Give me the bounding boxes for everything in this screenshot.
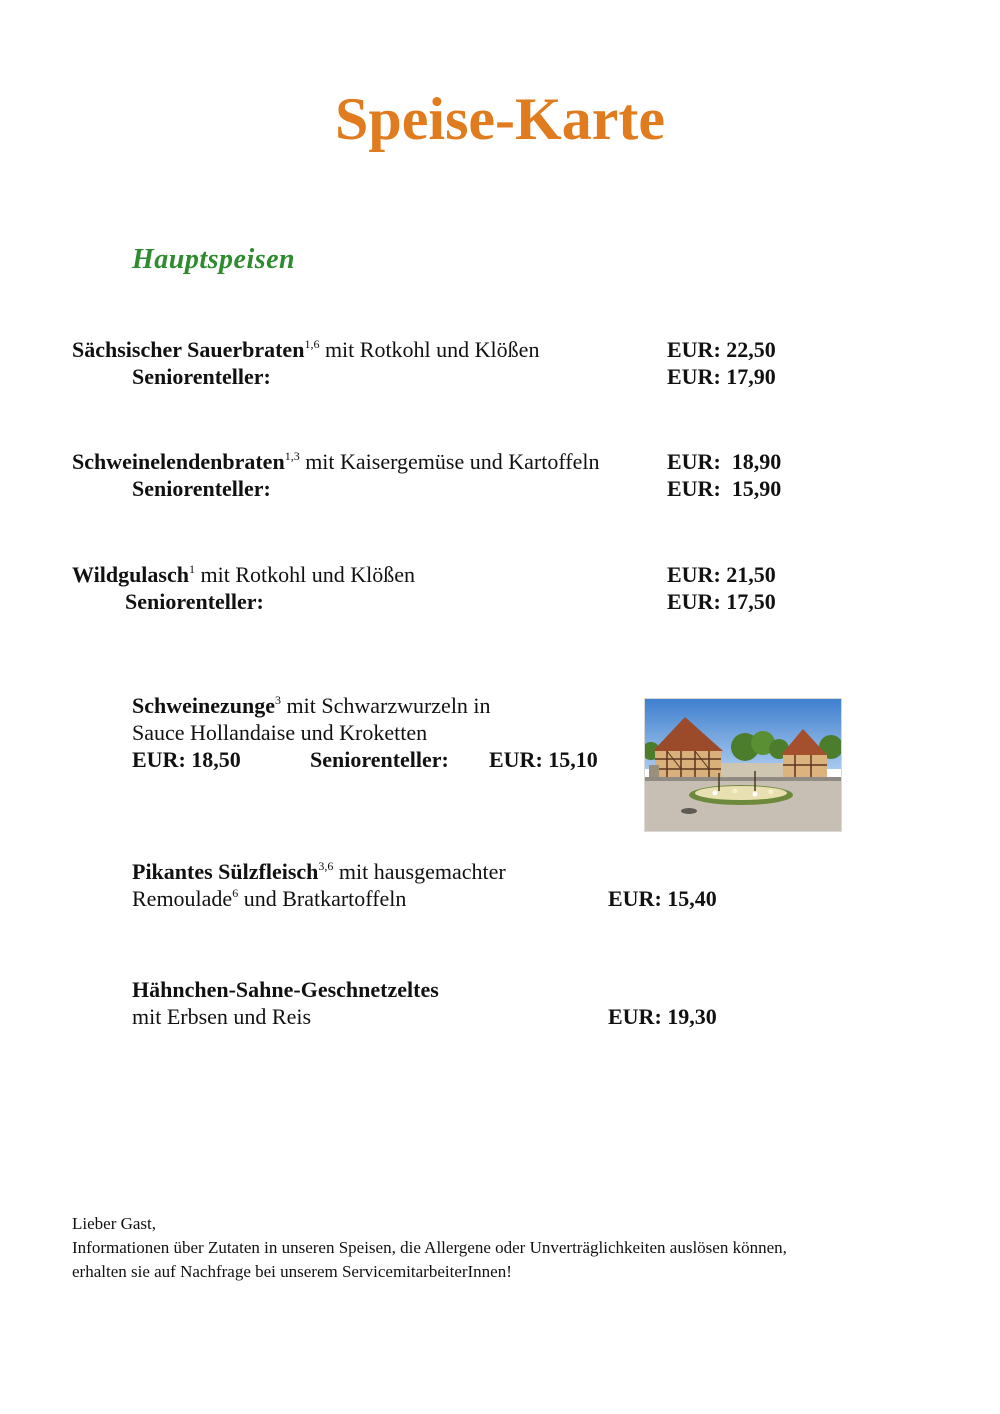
dish-1-name: Sächsischer Sauerbraten [72, 337, 305, 362]
dish-4-line [132, 692, 491, 719]
section-heading: Hauptspeisen [132, 244, 296, 275]
village-photo-icon [645, 699, 841, 831]
dish-5-remoulade: Remoulade [132, 886, 233, 911]
dish-2-description: mit Kaisergemüse und Kartoffeln [299, 449, 600, 474]
dish-1-allergens: 1,6 [304, 337, 320, 351]
dish-2-senior-label: Seniorenteller: [132, 476, 271, 501]
dish-4-description-2: Sauce Hollandaise und Kroketten [132, 720, 428, 745]
dish-2-price: EUR: 18,90 [667, 449, 782, 474]
dish-2-name: Schweinelendenbraten [72, 449, 285, 474]
dish-6-name: Hähnchen-Sahne-Geschnetzeltes [132, 977, 439, 1002]
dish-1-senior-price: EUR: 17,90 [667, 364, 776, 389]
dish-4-senior-price: EUR: 15,10 [489, 747, 598, 772]
dish-3-line [72, 561, 415, 588]
dish-2-senior-price: EUR: 15,90 [667, 476, 782, 501]
dish-4-name: Schweinezunge [132, 693, 275, 718]
dish-6-price: EUR: 19,30 [608, 1004, 717, 1029]
dish-2-line [72, 448, 599, 475]
note-line-1: Informationen über Zutaten in unseren Speisen, die Allergene oder Unverträglichkeiten auslösen können, [72, 1238, 787, 1257]
dish-3-description: mit Rotkohl und Klößen [194, 562, 415, 587]
dish-2-allergens: 1,3 [284, 449, 300, 463]
dish-5-remoulade-allergens: 6 [232, 886, 239, 900]
dish-3-allergens: 1 [188, 562, 195, 576]
dish-4-description: mit Schwarzwurzeln in [281, 693, 491, 718]
dish-6-description: mit Erbsen und Reis [132, 1004, 312, 1029]
village-photo [644, 698, 842, 832]
dish-1-price: EUR: 22,50 [667, 337, 776, 362]
dish-5-description-2 [132, 885, 406, 912]
dish-5-line [132, 858, 506, 885]
dish-3-price: EUR: 21,50 [667, 562, 776, 587]
dish-4-senior-label: Seniorenteller: [310, 747, 449, 772]
page-title: Speise-Karte [335, 86, 665, 152]
dish-3-name: Wildgulasch [72, 562, 189, 587]
dish-1-description: mit Rotkohl und Klößen [319, 337, 540, 362]
dish-5-description-3: und Bratkartoffeln [238, 886, 407, 911]
dish-1-line [72, 336, 539, 363]
dish-4-allergens: 3 [275, 693, 281, 707]
dish-5-allergens: 3,6 [318, 859, 334, 873]
dish-3-senior-price: EUR: 17,50 [667, 589, 776, 614]
dish-4-price: EUR: 18,50 [132, 747, 241, 772]
note-line-2: erhalten sie auf Nachfrage bei unserem ServicemitarbeiterInnen! [72, 1262, 512, 1281]
dish-5-price: EUR: 15,40 [608, 886, 717, 911]
dish-1-senior-label: Seniorenteller: [132, 364, 271, 389]
dish-5-name: Pikantes Sülzfleisch [132, 859, 319, 884]
note-greeting: Lieber Gast, [72, 1214, 157, 1233]
dish-3-senior-label: Seniorenteller: [125, 589, 264, 614]
dish-5-description: mit hausgemachter [333, 859, 506, 884]
